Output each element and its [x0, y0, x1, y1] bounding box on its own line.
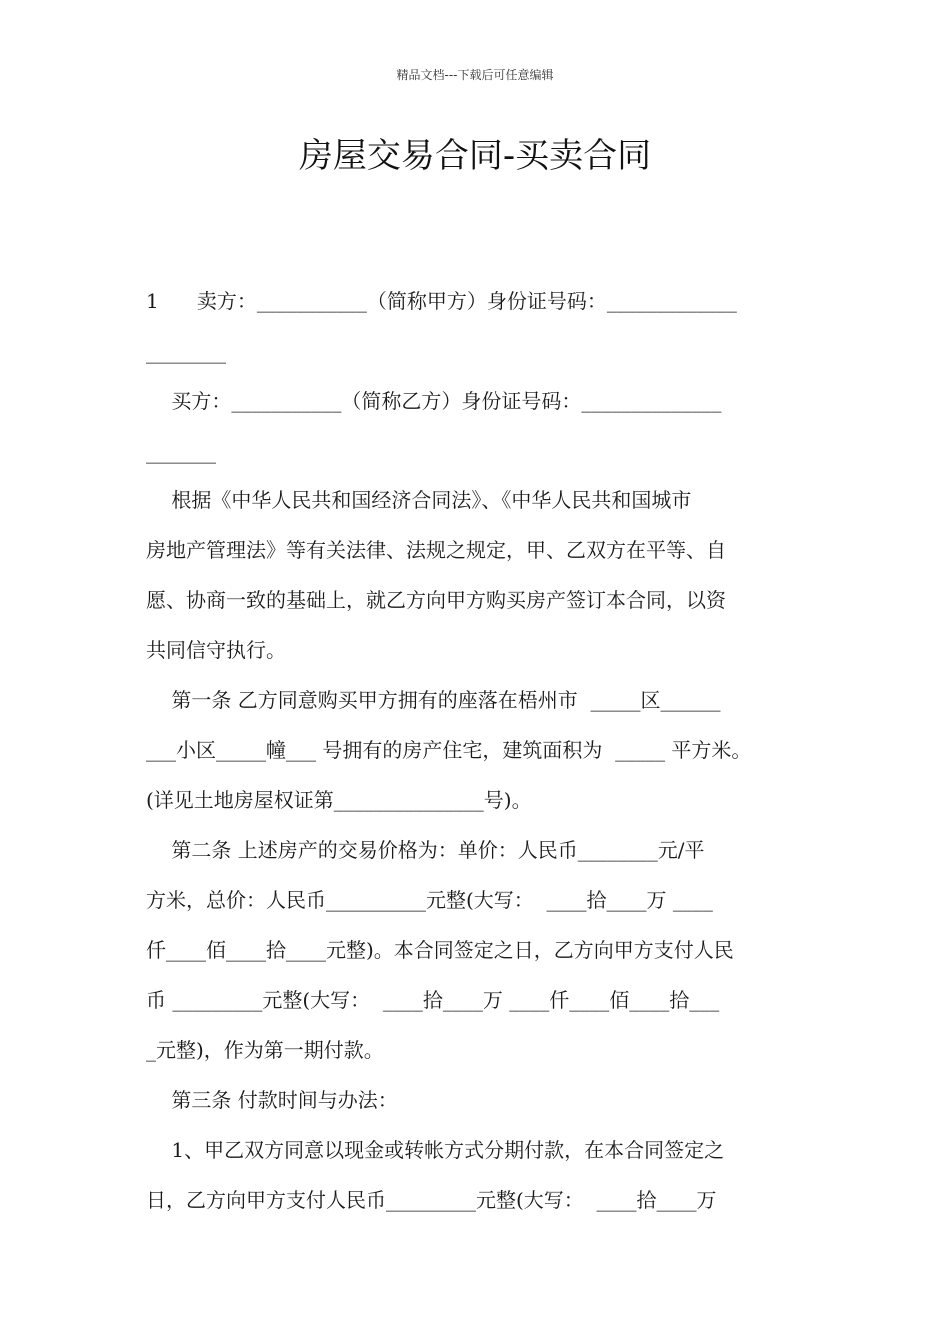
paragraph-line: 共同信守执行。 — [146, 638, 286, 662]
article-3-line: 1、甲乙双方同意以现金或转帐方式分期付款，在本合同签定之 — [146, 1138, 725, 1162]
article-1-line: (详见土地房屋权证第_______________号)。 — [146, 788, 532, 812]
paragraph-line: 房地产管理法》等有关法律、法规之规定，甲、乙双方在平等、自 — [146, 538, 726, 562]
article-1-line: 第一条 乙方同意购买甲方拥有的座落在梧州市 _____区______ — [146, 688, 721, 712]
document-title: 房屋交易合同-买卖合同 — [298, 136, 652, 176]
article-2-line: 币 _________元整(大写： ____拾____万 ____仟____佰____拾___ — [146, 988, 720, 1012]
article-3-heading: 第三条 付款时间与办法： — [146, 1088, 398, 1112]
seller-line: 1 卖方：___________（简称甲方）身份证号码：_____________ — [146, 289, 737, 313]
article-1-line: ___小区_____幢___ 号拥有的房产住宅，建筑面积为 _____ 平方米。 — [146, 738, 752, 762]
page-header: 精品文档---下载后可任意编辑 — [396, 68, 554, 82]
article-2-line: _元整)，作为第一期付款。 — [146, 1038, 384, 1062]
article-2-line: 第二条 上述房产的交易价格为：单价：人民币________元/平 — [146, 838, 705, 862]
paragraph-line: 根据《中华人民共和国经济合同法》、《中华人民共和国城市 — [146, 488, 692, 512]
buyer-line-continued: _______ — [146, 440, 216, 464]
article-2-line: 仟____佰____拾____元整)。本合同签定之日，乙方向甲方支付人民 — [146, 938, 734, 962]
article-2-line: 方米，总价：人民币__________元整(大写： ____拾____万 ____ — [146, 888, 713, 912]
buyer-line: 买方：___________（简称乙方）身份证号码：______________ — [146, 389, 722, 413]
seller-line-continued: ________ — [146, 340, 226, 364]
article-3-line: 日，乙方向甲方支付人民币_________元整(大写： ____拾____万 — [146, 1188, 717, 1212]
paragraph-line: 愿、协商一致的基础上，就乙方向甲方购买房产签订本合同，以资 — [146, 588, 726, 612]
